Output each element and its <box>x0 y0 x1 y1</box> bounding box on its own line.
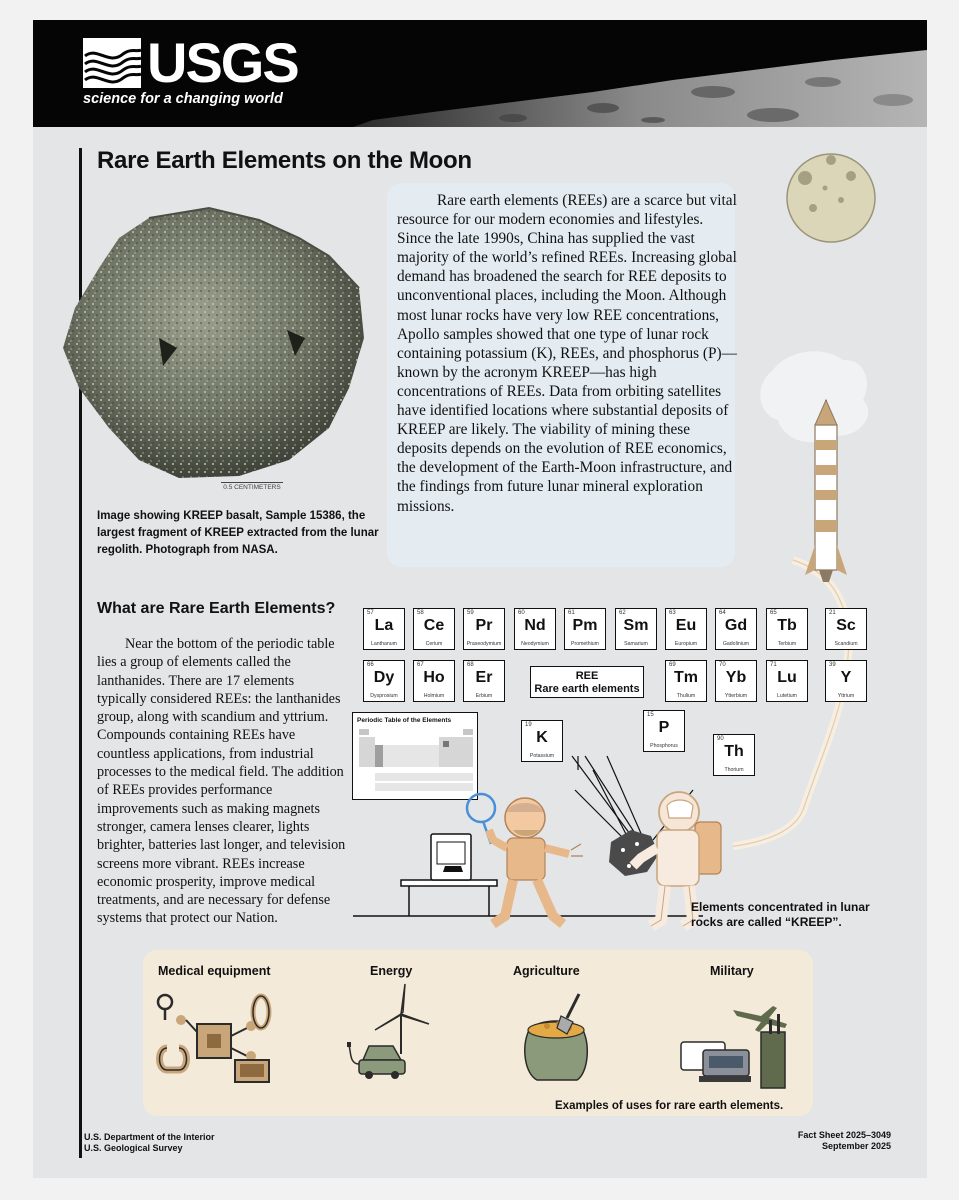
footer-department: U.S. Department of the Interior <box>84 1132 215 1142</box>
element-symbol: Sc <box>836 617 856 634</box>
photo-scale-bar: 0.5 CENTIMETERS <box>221 482 283 491</box>
element-tile <box>514 608 556 650</box>
element-tile <box>825 608 867 650</box>
element-tile <box>766 608 808 650</box>
element-symbol: K <box>536 729 548 746</box>
military-equipment-icon <box>677 992 797 1092</box>
element-name: Scandium <box>834 641 858 647</box>
element-tile <box>463 660 505 702</box>
element-name: Potassium <box>529 753 555 759</box>
element-tile <box>413 608 455 650</box>
element-name: Erbium <box>475 693 493 699</box>
kreep-caption: Elements concentrated in lunar rocks are called “KREEP”. <box>691 900 870 929</box>
element-number: 60 <box>518 610 525 616</box>
element-symbol: Sm <box>623 617 649 634</box>
moon-illustration <box>781 148 881 248</box>
usgs-logo[interactable] <box>83 31 298 113</box>
element-symbol: Tb <box>777 617 797 634</box>
footer-survey: U.S. Geological Survey <box>84 1143 183 1153</box>
element-number: 62 <box>619 610 626 616</box>
uses-caption: Examples of uses for rare earth elements. <box>555 1100 784 1112</box>
element-number: 21 <box>829 610 836 616</box>
photo-caption: Image showing KREEP basalt, Sample 15386, the largest fragment of KREEP extracted from the lunar regolith. Photograph from NASA. <box>97 510 379 556</box>
fact-sheet-page <box>33 20 927 1178</box>
element-symbol: Th <box>724 743 744 760</box>
element-number: 69 <box>669 662 676 668</box>
element-tile <box>766 660 808 702</box>
element-name: Dysprosium <box>370 693 398 699</box>
section-heading: What are Rare Earth Elements? <box>97 600 336 617</box>
element-number: 59 <box>467 610 474 616</box>
element-symbol: Ce <box>423 617 445 634</box>
element-symbol: Gd <box>724 617 748 634</box>
lunar-surface-image <box>353 20 927 127</box>
element-name: Lutetium <box>777 693 797 699</box>
element-name: Gadolinium <box>722 641 750 647</box>
footer-publication <box>798 1130 891 1152</box>
section-paragraph: Near the bottom of the periodic table lies a group of elements called the lanthanides. There are 17 elements typically considered REEs: the lanthanides group, along with scandium and yttrium. Compounds containing REEs have countless applications, from industrial processes to the medical field. The addition of REEs provides performance improvements such as making magnets stronger, camera lenses clearer, lights brighter, batteries last longer, and television screens more vibrant. REEs increase economic prosperity, improve medical treatments, and are necessary for defense systems that protect our Nation. <box>97 636 346 927</box>
element-tile <box>713 734 755 776</box>
footer-date: September 2025 <box>821 1141 891 1151</box>
element-tile <box>615 608 657 650</box>
element-name: Lanthanum <box>371 641 397 647</box>
element-tile <box>643 710 685 752</box>
energy-wind-car-icon <box>345 980 445 1080</box>
element-name: Samarium <box>624 641 648 647</box>
ree-label-abbr: REE <box>575 670 599 682</box>
page-title: Rare Earth Elements on the Moon <box>97 147 472 174</box>
element-name: Neodymium <box>521 641 549 647</box>
element-symbol: Yb <box>725 669 747 686</box>
use-label-energy: Energy <box>370 964 413 978</box>
use-label-agriculture: Agriculture <box>513 964 580 978</box>
element-name: Promethium <box>571 641 599 647</box>
element-number: 57 <box>367 610 374 616</box>
agriculture-sack-icon <box>517 988 597 1088</box>
element-number: 66 <box>367 662 374 668</box>
element-number: 68 <box>467 662 474 668</box>
element-tile <box>521 720 563 762</box>
element-tile <box>665 660 707 702</box>
element-number: 63 <box>669 610 676 616</box>
element-name: Thulium <box>676 693 696 699</box>
footer-fact-sheet-number: Fact Sheet 2025–3049 <box>797 1130 891 1140</box>
header-banner <box>33 20 927 127</box>
mini-periodic-table-title: Periodic Table of the Elements <box>357 717 452 724</box>
element-number: 15 <box>647 712 654 718</box>
element-symbol: Dy <box>373 669 395 686</box>
element-name: Europium <box>674 641 698 647</box>
element-number: 67 <box>417 662 424 668</box>
element-name: Terbium <box>777 641 797 647</box>
ree-label <box>530 666 644 698</box>
element-symbol: P <box>658 719 670 736</box>
element-number: 90 <box>717 736 724 742</box>
rocket-launch-illustration <box>733 330 927 850</box>
element-number: 58 <box>417 610 424 616</box>
element-symbol: Pm <box>572 617 598 634</box>
element-name: Phosphorus <box>650 743 678 749</box>
element-name: Yttrium <box>837 693 855 699</box>
element-symbol: Pr <box>475 617 493 634</box>
use-label-military: Military <box>710 964 754 978</box>
use-label-medical: Medical equipment <box>158 964 271 978</box>
element-tile <box>363 660 405 702</box>
element-symbol: Nd <box>524 617 546 634</box>
element-tile <box>564 608 606 650</box>
intro-paragraph: Rare earth elements (REEs) are a scarce but vital resource for our modern economies and lifestyles. Since the late 1990s, China has supplied the vast majority of the world’s refined REEs. Increasing global demand has broadened the search for REE deposits to unconventional places, including the Moon. Although most lunar rocks have very low REE concentrations, Apollo samples showed that one type of lunar rock containing potassium (K), REEs, and phosphorus (P)—known by the acronym KREEP—has high concentrations of REEs. Data from orbiting satellites have identified locations where substantial deposits of KREEP are likely. The viability of mining these deposits depends on the evolution of REE economics, the development of the Earth-Moon infrastructure, and the findings from future lunar mineral exploration missions. <box>397 192 737 515</box>
element-symbol: Eu <box>675 617 697 634</box>
medical-equipment-icon <box>151 986 281 1086</box>
element-tile <box>715 608 757 650</box>
element-name: Holmium <box>423 693 445 699</box>
element-symbol: Ho <box>423 669 445 686</box>
element-name: Ytterbium <box>724 693 748 699</box>
element-tile <box>665 608 707 650</box>
element-tile <box>413 660 455 702</box>
element-symbol: Tm <box>674 669 698 686</box>
element-number: 19 <box>525 722 532 728</box>
element-number: 39 <box>829 662 836 668</box>
usgs-wave-icon <box>83 38 147 88</box>
element-tile <box>825 660 867 702</box>
kreep-basalt-photo <box>59 198 369 488</box>
tagline: science for a changing world <box>83 91 283 107</box>
element-name: Cerium <box>425 641 443 647</box>
element-number: 70 <box>719 662 726 668</box>
element-symbol: Er <box>475 669 493 686</box>
usgs-wordmark: USGS <box>147 31 298 94</box>
element-number: 64 <box>719 610 726 616</box>
element-symbol: La <box>374 617 394 634</box>
element-number: 61 <box>568 610 575 616</box>
element-tile <box>363 608 405 650</box>
element-tile <box>715 660 757 702</box>
element-tile <box>463 608 505 650</box>
element-symbol: Y <box>840 669 852 686</box>
element-number: 71 <box>770 662 777 668</box>
element-name: Thorium <box>724 767 744 773</box>
element-name: Praseodymium <box>466 641 502 647</box>
element-symbol: Lu <box>777 669 797 686</box>
element-number: 65 <box>770 610 777 616</box>
footer-agency <box>84 1132 215 1154</box>
ree-label-full: Rare earth elements <box>534 683 640 695</box>
